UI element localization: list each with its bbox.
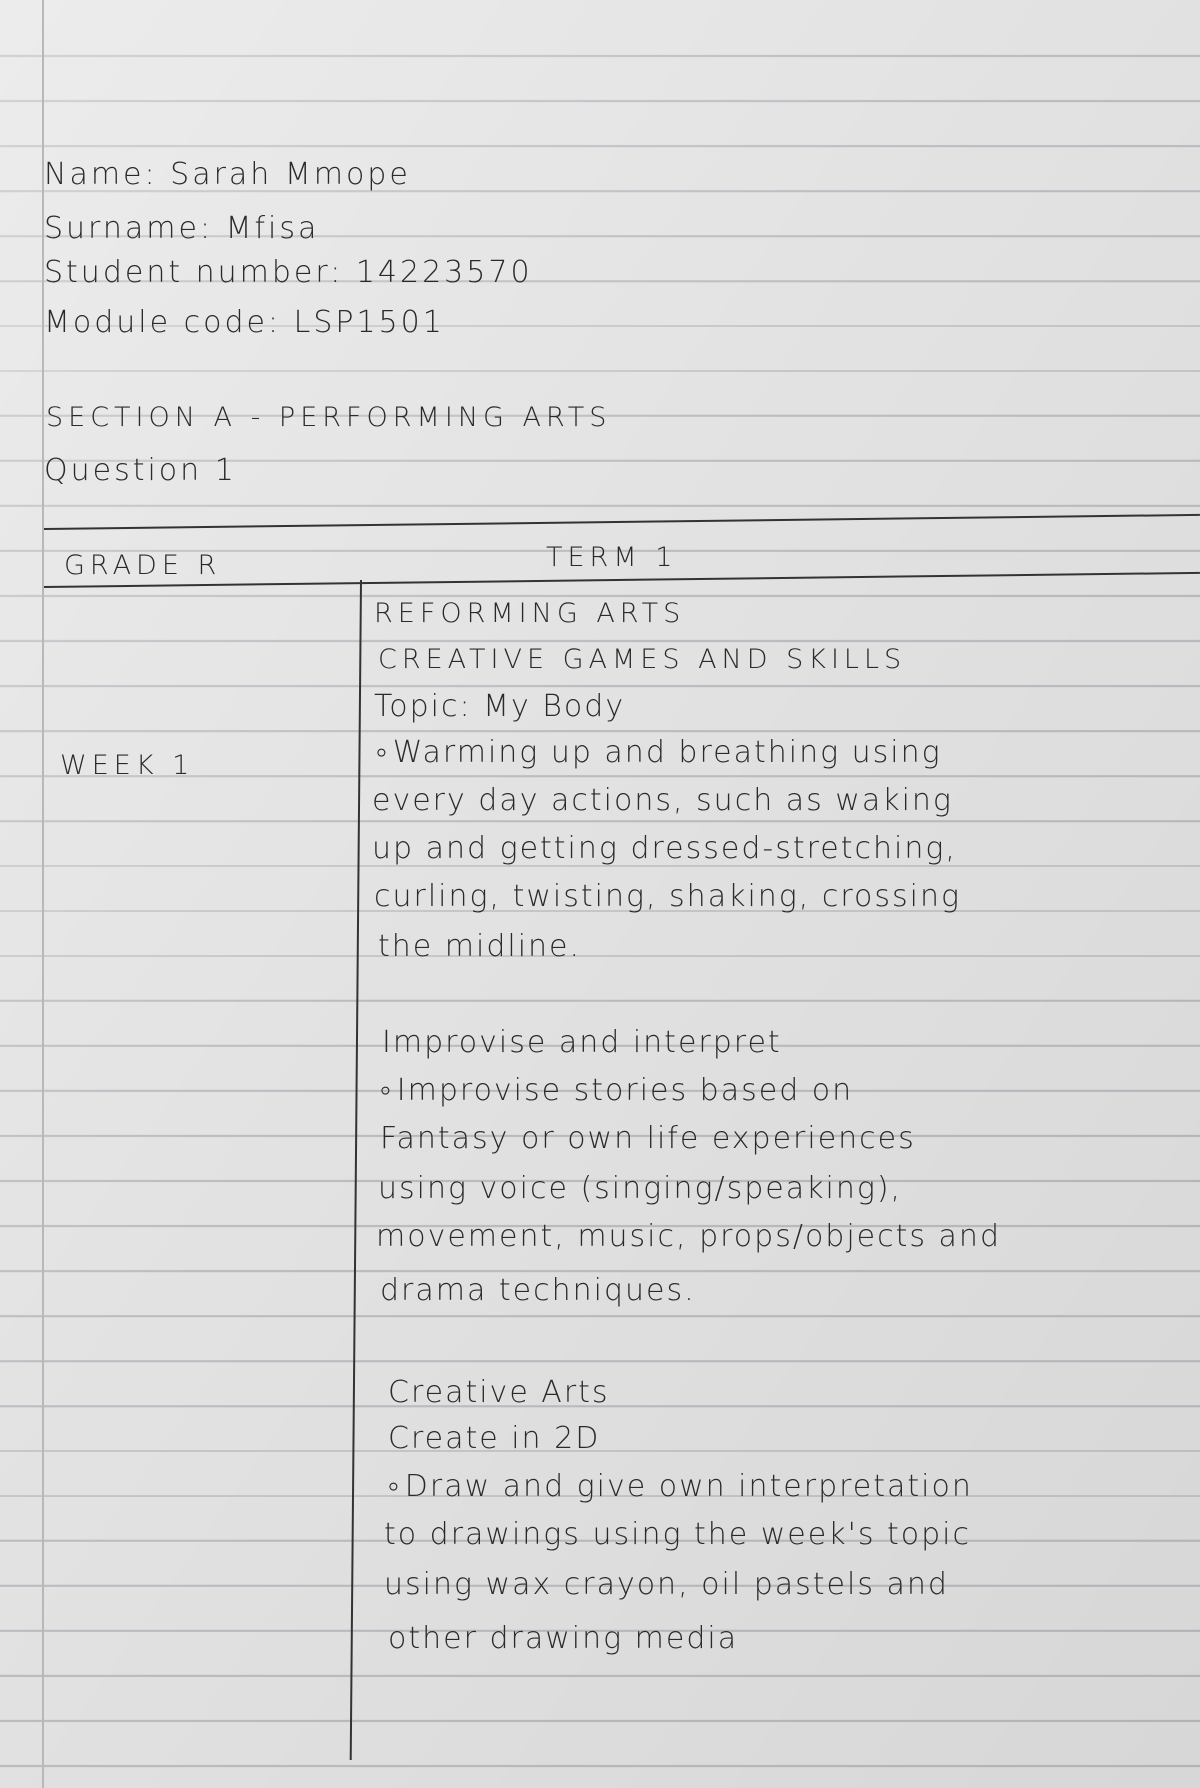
name-line: Name: Sarah Mmope bbox=[44, 157, 411, 192]
content-line: ∘Improvise stories based on bbox=[376, 1073, 854, 1108]
content-line: using wax crayon, oil pastels and bbox=[384, 1567, 949, 1602]
content-line: curling, twisting, shaking, crossing bbox=[374, 879, 962, 914]
content-line: every day actions, such as waking bbox=[372, 783, 953, 818]
table-column-divider bbox=[350, 580, 362, 1760]
content-line: Improvise and interpret bbox=[382, 1025, 782, 1060]
grade-header: GRADE R bbox=[64, 550, 222, 581]
content-line: Creative Arts bbox=[388, 1375, 610, 1410]
table-top-rule bbox=[44, 514, 1200, 530]
content-line: other drawing media bbox=[388, 1621, 739, 1656]
content-line: Topic: My Body bbox=[374, 689, 626, 724]
content-line: movement, music, props/objects and bbox=[376, 1219, 1001, 1254]
content-line: Create in 2D bbox=[388, 1421, 601, 1456]
section-title: SECTION A - PERFORMING ARTS bbox=[46, 402, 612, 433]
term-header: TERM 1 bbox=[546, 542, 678, 573]
question-label: Question 1 bbox=[44, 453, 237, 488]
student-number-line: Student number: 14223570 bbox=[44, 255, 533, 290]
content-line: REFORMING ARTS bbox=[374, 598, 686, 629]
module-code-line: Module code: LSP1501 bbox=[44, 305, 445, 340]
content-line: up and getting dressed-stretching, bbox=[372, 831, 957, 866]
content-line: ∘Draw and give own interpretation bbox=[384, 1469, 973, 1504]
content-line: CREATIVE GAMES AND SKILLS bbox=[378, 644, 907, 675]
content-line: Fantasy or own life experiences bbox=[380, 1121, 916, 1156]
content-line: drama techniques. bbox=[380, 1273, 696, 1308]
content-line: the midline. bbox=[378, 929, 582, 964]
content-line: using voice (singing/speaking), bbox=[378, 1171, 903, 1206]
content-line: to drawings using the week's topic bbox=[384, 1517, 971, 1552]
content-line: ∘Warming up and breathing using bbox=[372, 735, 942, 770]
surname-line: Surname: Mfisa bbox=[44, 211, 320, 246]
week-label: WEEK 1 bbox=[60, 750, 195, 781]
